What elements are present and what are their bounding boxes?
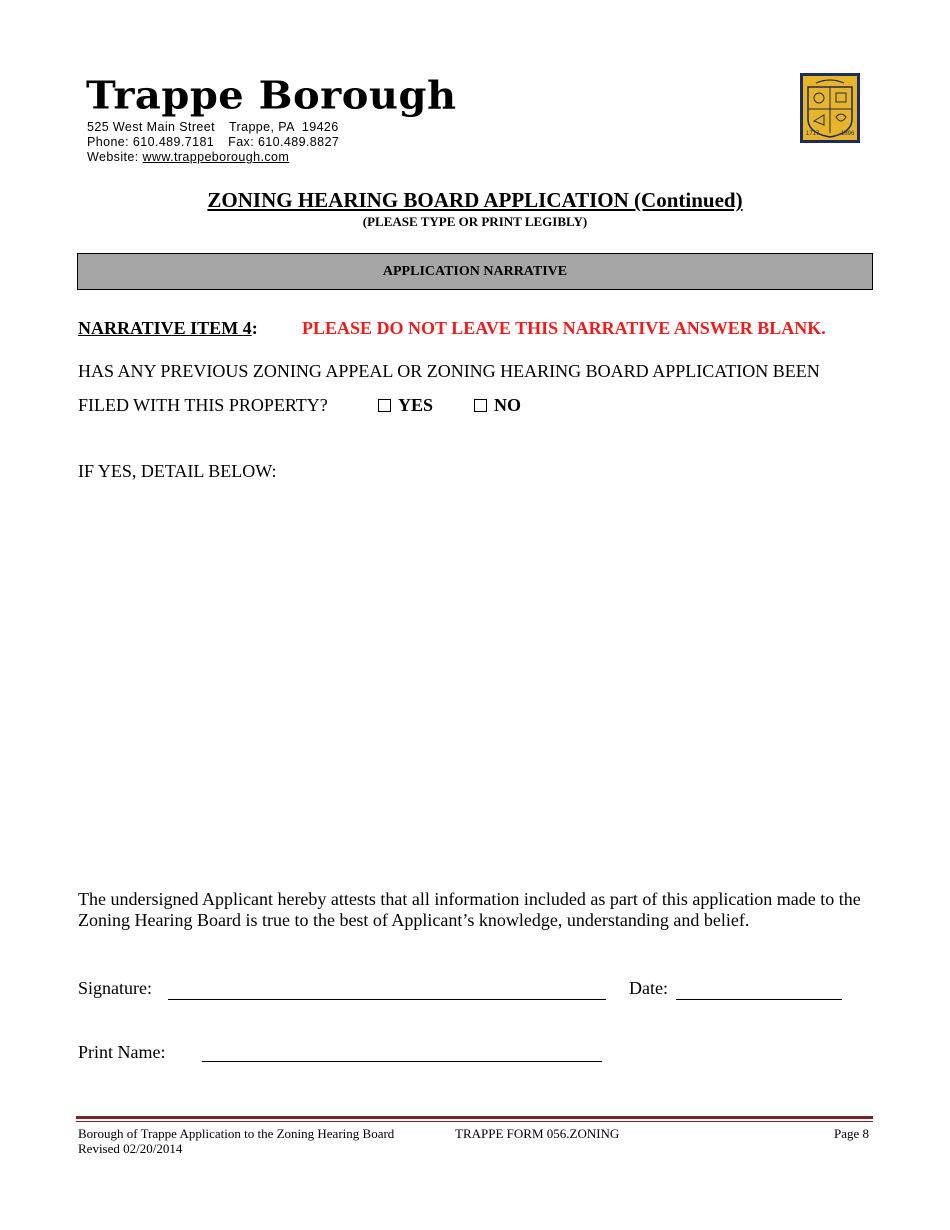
print-name-field[interactable] [202, 1061, 602, 1062]
date-field[interactable] [676, 999, 842, 1000]
website-line [87, 150, 289, 165]
borough-seal-icon [800, 73, 860, 143]
footer-revised: Revised 02/20/2014 [78, 1141, 183, 1156]
form-subtitle: (PLEASE TYPE OR PRINT LEGIBLY) [362, 214, 588, 229]
question-line-1: HAS ANY PREVIOUS ZONING APPEAL OR ZONING HEARING BOARD APPLICATION BEEN [78, 361, 820, 381]
seal-year-right: 1896 [841, 131, 855, 137]
no-label: NO [494, 395, 521, 415]
form-title: ZONING HEARING BOARD APPLICATION (Continued) [207, 188, 743, 212]
footer-left [78, 1126, 394, 1156]
footer-form-id: TRAPPE FORM 056.ZONING [455, 1126, 620, 1141]
narrative-warning: PLEASE DO NOT LEAVE THIS NARRATIVE ANSWER BLANK. [302, 318, 826, 338]
footer-rule-thin [76, 1121, 873, 1122]
no-checkbox[interactable] [474, 399, 487, 412]
address-line [87, 120, 339, 135]
address-street: 525 West Main Street [87, 120, 215, 134]
footer-rule [76, 1116, 873, 1119]
attestation-text: The undersigned Applicant hereby attests that all information included as part of this application made to the Zoning Hearing Board is true to the best of Applicant’s knowledge, understanding and belief. [78, 889, 861, 930]
footer-page-number: Page 8 [834, 1126, 870, 1141]
address-city: Trappe, PA 19426 [228, 120, 339, 134]
narrative-item-label: NARRATIVE ITEM 4: [78, 318, 258, 338]
website-label: Website: [87, 150, 143, 164]
question-line-2: FILED WITH THIS PROPERTY? [78, 395, 328, 415]
signature-label: Signature: [78, 978, 152, 998]
fax-number: Fax: 610.489.8827 [228, 135, 340, 149]
signature-field[interactable] [168, 999, 606, 1000]
yes-option[interactable] [378, 395, 433, 416]
yes-checkbox[interactable] [378, 399, 391, 412]
website-link[interactable]: www.trappeborough.com [142, 150, 290, 164]
footer-title: Borough of Trappe Application to the Zoning Hearing Board [78, 1126, 395, 1141]
borough-name: Trappe Borough [86, 73, 457, 118]
seal-year-left: 1717 [806, 131, 820, 137]
print-name-label: Print Name: [78, 1042, 166, 1062]
yes-label: YES [398, 395, 434, 415]
no-option[interactable] [474, 395, 521, 416]
section-header [77, 253, 873, 290]
phone-number: Phone: 610.489.7181 [87, 135, 215, 149]
if-yes-label: IF YES, DETAIL BELOW: [78, 461, 277, 481]
section-label: APPLICATION NARRATIVE [382, 263, 568, 279]
phone-line [87, 135, 339, 150]
date-label: Date: [629, 978, 668, 998]
